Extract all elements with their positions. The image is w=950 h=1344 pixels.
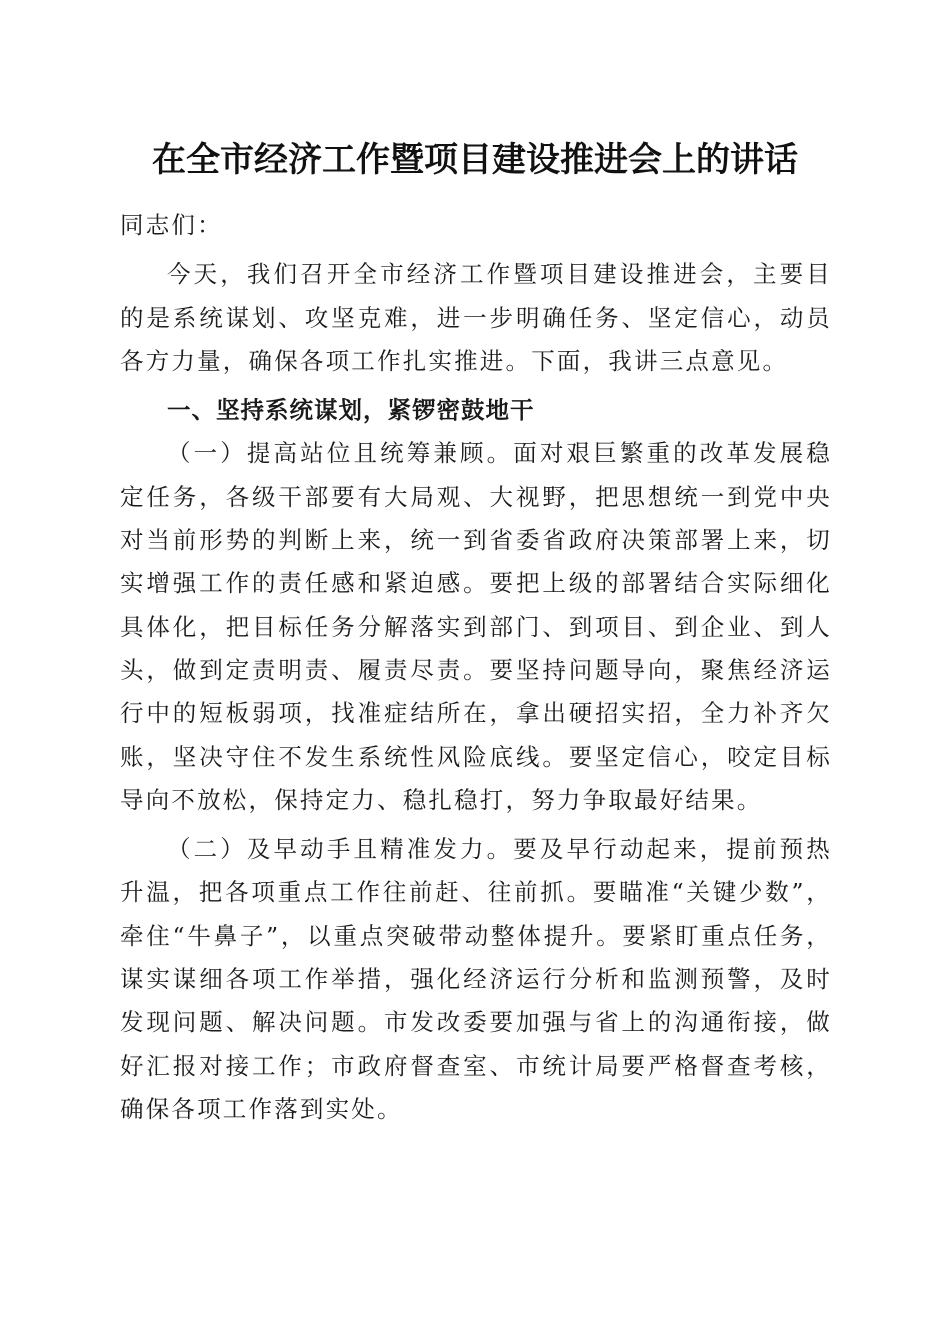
- subsection-paragraph-2: [120, 828, 832, 1131]
- document-body: [120, 204, 832, 1131]
- subsection-lead-1: （一）提高站位且统筹兼顾。: [167, 439, 514, 468]
- salutation: 同志们：: [120, 211, 223, 239]
- section-heading-1: 一、坚持系统谋划，紧锣密鼓地干: [167, 396, 535, 425]
- intro-paragraph: 今天，我们召开全市经济工作暨项目建设推进会，主要目的是系统谋划、攻坚克难，进一步明确任务、坚定信心，动员各方力量，确保各项工作扎实推进。下面，我讲三点意见。: [120, 260, 832, 375]
- subsection-text-2: 要及早行动起来，提前预热升温，把各项重点工作往前赶、往前抓。要瞄准“关键少数”，牵住“牛鼻子”，以重点突破带动整体提升。要紧盯重点任务，谋实谋细各项工作举措，强化经济运行分析和监测预警，及时发现问题、解决问题。市发改委要加强与省上的沟通衔接，做好汇报对接工作；市政府督查室、市统计局要严格督查考核，确保各项工作落到实处。: [120, 835, 832, 1123]
- subsection-lead-2: （二）及早动手且精准发力。: [167, 835, 514, 864]
- subsection-text-1: 面对艰巨繁重的改革发展稳定任务，各级干部要有大局观、大视野，把思想统一到党中央对当前形势的判断上来，统一到省委省政府决策部署上来，切实增强工作的责任感和紧迫感。要把上级的部署结合实际细化具体化，把目标任务分解落实到部门、到项目、到企业、到人头，做到定责明责、履责尽责。要坚持问题导向，聚焦经济运行中的短板弱项，找准症结所在，拿出硬招实招，全力补齐欠账，坚决守住不发生系统性风险底线。要坚定信心，咬定目标导向不放松，保持定力、稳扎稳打，努力争取最好结果。: [120, 439, 832, 814]
- document-title: 在全市经济工作暨项目建设推进会上的讲话: [152, 140, 798, 180]
- subsection-paragraph-1: [120, 432, 832, 822]
